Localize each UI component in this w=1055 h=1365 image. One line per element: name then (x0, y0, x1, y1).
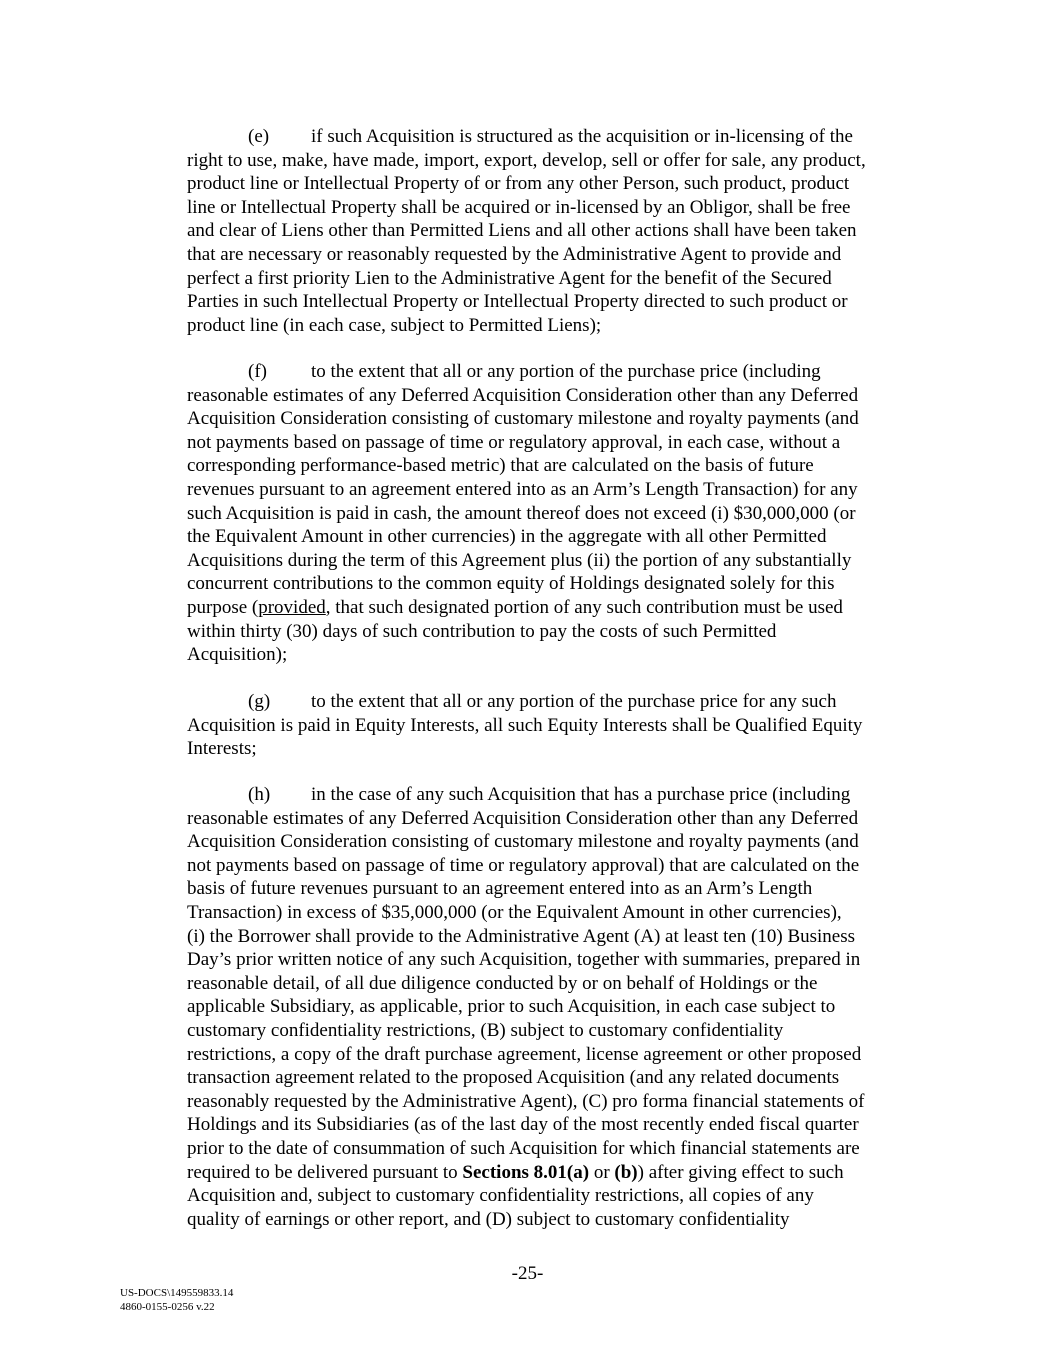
text-line: Acquisition and, subject to customary confidentiality restrictions, all copies of any (187, 1185, 814, 1207)
text-line: Acquisition Consideration consisting of customary milestone and royalty payments (and (187, 408, 859, 430)
page-number: -25- (511, 1263, 544, 1284)
document-id: US-DOCS\149559833.14 (120, 1287, 234, 1299)
text-line: Acquisition Consideration consisting of customary milestone and royalty payments (and (187, 831, 859, 853)
text-line: product line (in each case, subject to Permitted Liens); (187, 314, 602, 336)
text-line: Interests; (187, 738, 257, 760)
text-line: such Acquisition is paid in cash, the amount thereof does not exceed (i) $30,000,000 (or (187, 502, 856, 524)
text-line: concurrent contributions to the common equity of Holdings designated solely for this (187, 573, 835, 595)
text-line: Day’s prior written notice of any such Acquisition, together with summaries, prepared in (187, 949, 861, 971)
text-line: Acquisition is paid in Equity Interests, all such Equity Interests shall be Qualified Equity (187, 714, 863, 736)
text-line: prior to the date of consummation of such Acquisition for which financial statements are (187, 1137, 860, 1159)
section-reference: Sections 8.01(a) (462, 1161, 590, 1183)
paragraph-label: (g) (248, 691, 271, 712)
text-line: that are necessary or reasonably requested by the Administrative Agent to provide and (187, 243, 842, 265)
text-line: within thirty (30) days of such contribution to pay the costs of such Permitted (187, 620, 777, 642)
paragraph-first-line: (g) to the extent that all or any portion of the purchase price for any such (248, 691, 837, 712)
paragraph-label: (e) (248, 126, 270, 147)
paragraph-first-line: (f) to the extent that all or any portion of the purchase price (including (248, 361, 821, 382)
text-line: reasonable estimates of any Deferred Acquisition Consideration other than any Deferred (187, 384, 859, 406)
paragraph-label: (f) (248, 361, 267, 382)
paragraph-e (187, 125, 947, 337)
text-line: reasonable estimates of any Deferred Acquisition Consideration other than any Deferred (187, 807, 859, 829)
text-line: the Equivalent Amount in other currencies) in the aggregate with all other Permitted (187, 526, 827, 548)
text-line: applicable Subsidiary, as applicable, prior to such Acquisition, in each case subject to (187, 996, 836, 1018)
paragraph-label: (h) (248, 784, 271, 805)
text-line: not payments based on passage of time or regulatory approval) that are calculated on the (187, 854, 860, 876)
text-line: basis of future revenues pursuant to an agreement entered into as an Arm’s Length (187, 878, 813, 900)
text-line: corresponding performance-based metric) that are calculated on the basis of future (187, 455, 814, 477)
text-line: line or Intellectual Property shall be acquired or in-licensed by an Obligor, shall be free (187, 196, 851, 218)
text-line: purpose (provided, that such designated portion of any such contribution must be used (187, 596, 843, 618)
document-version: 4860-0155-0256 v.22 (120, 1301, 215, 1313)
text-line: not payments based on passage of time or regulatory approval, in each case, without a (187, 431, 841, 453)
text-line: Acquisition); (187, 644, 288, 666)
text-line: Acquisitions during the term of this Agreement plus (ii) the portion of any substantially (187, 549, 852, 571)
paragraph-h (187, 783, 947, 1231)
text-line: Transaction) in excess of $35,000,000 (or the Equivalent Amount in other currencies), (187, 901, 842, 923)
text-line: restrictions, a copy of the draft purchase agreement, license agreement or other proposed (187, 1043, 862, 1065)
text-line: quality of earnings or other report, and (D) subject to customary confidentiality (187, 1208, 790, 1230)
text-line: required to be delivered pursuant to Sections 8.01(a) or (b)) after giving effect to such (187, 1161, 844, 1183)
text-line: perfect a first priority Lien to the Administrative Agent for the benefit of the Secured (187, 267, 832, 289)
paragraph-f (187, 360, 947, 667)
text-line: transaction agreement related to the proposed Acquisition (and any related documents (187, 1067, 840, 1089)
text-line: right to use, make, have made, import, export, develop, sell or offer for sale, any product, (187, 149, 866, 171)
paragraph-first-line: (h) in the case of any such Acquisition that has a purchase price (including (248, 784, 851, 805)
text-line: reasonable detail, of all due diligence conducted by or on behalf of Holdings or the (187, 972, 818, 994)
text-line: and clear of Liens other than Permitted Liens and all other actions shall have been taken (187, 220, 857, 242)
text-line: (i) the Borrower shall provide to the Administrative Agent (A) at least ten (10) Business (187, 925, 856, 947)
text-line: Parties in such Intellectual Property or Intellectual Property directed to such product or (187, 291, 848, 313)
text-line: Holdings and its Subsidiaries (as of the last day of the most recently ended fiscal quarter (187, 1114, 859, 1136)
paragraph-first-line: (e) if such Acquisition is structured as the acquisition or in-licensing of the (248, 126, 853, 147)
text-line: customary confidentiality restrictions, (B) subject to customary confidentiality (187, 1019, 784, 1041)
section-reference: (b) (614, 1161, 638, 1183)
text-line: revenues pursuant to an agreement entered into as an Arm’s Length Transaction) for any (187, 478, 858, 500)
text-line: reasonably requested by the Administrative Agent), (C) pro forma financial statements of (187, 1090, 865, 1112)
provided-term: provided (258, 596, 326, 618)
text-line: product line or Intellectual Property of or from any other Person, such product, product (187, 173, 850, 195)
paragraph-g (187, 690, 947, 761)
